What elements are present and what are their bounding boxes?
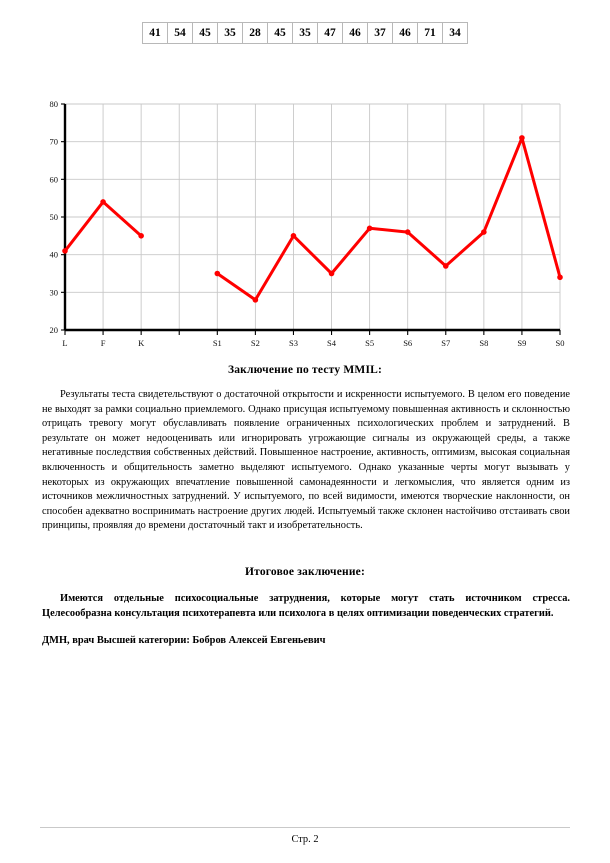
data-point-marker [100, 199, 106, 205]
x-axis-tick-label: S2 [250, 338, 260, 348]
conclusion-body [0, 358, 610, 646]
data-point-marker [329, 271, 335, 277]
scores-table-container [0, 0, 610, 44]
score-cell: 35 [218, 23, 243, 44]
y-axis-tick-label: 30 [49, 287, 58, 298]
x-axis-tick-label: S9 [517, 338, 527, 348]
score-cell: 34 [443, 23, 468, 44]
score-cell: 41 [143, 23, 168, 44]
table-row [143, 23, 468, 44]
x-axis-tick-label: F [100, 338, 106, 348]
mmil-conclusion-heading: Заключение по тесту MMIL: [227, 364, 383, 376]
score-cell: 35 [293, 23, 318, 44]
x-axis-tick-label: S6 [403, 338, 413, 348]
x-axis-tick-label: K [138, 338, 145, 348]
data-point-marker [481, 229, 487, 235]
y-axis-tick-label: 80 [49, 99, 58, 109]
data-point-marker [405, 229, 411, 235]
y-axis-tick-label: 50 [49, 212, 58, 222]
data-point-marker [367, 226, 373, 232]
data-point-marker [253, 297, 259, 303]
score-cell: 54 [168, 23, 193, 44]
score-cell: 46 [393, 23, 418, 44]
x-axis-tick-label: L [62, 338, 68, 348]
scores-table [142, 22, 468, 44]
x-axis-tick-label: S0 [555, 338, 565, 348]
score-cell: 45 [193, 23, 218, 44]
score-cell: 37 [368, 23, 393, 44]
score-cell: 45 [268, 23, 293, 44]
score-cell: 71 [418, 23, 443, 44]
x-axis-tick-label: S1 [212, 338, 222, 348]
x-axis-tick-label: S3 [288, 338, 298, 348]
final-conclusion-paragraph: Имеются отдельные психосоциальные затруднения, которые могут стать источником стресса. Целесообразна консультация психотерапевта или психолога в целях оптимизации поведенческих стратегий. [42, 592, 570, 619]
profile-chart [0, 88, 610, 350]
score-cell: 47 [318, 23, 343, 44]
score-cell: 46 [343, 23, 368, 44]
page-footer [0, 827, 610, 845]
data-point-marker [62, 248, 68, 254]
data-point-marker [519, 135, 525, 141]
doctor-signature: ДМН, врач Высшей категории: Бобров Алексей Евгеньевич [42, 635, 326, 647]
y-axis-tick-label: 20 [49, 325, 58, 335]
y-axis-tick-label: 40 [49, 249, 58, 260]
data-point-marker [215, 271, 221, 277]
x-axis-tick-label: S4 [327, 338, 337, 348]
final-conclusion-heading: Итоговое заключение: [244, 565, 366, 578]
page-number: Стр. 2 [291, 834, 319, 845]
data-point-marker [291, 233, 297, 239]
mmil-conclusion-paragraph: Результаты теста свидетельствуют о достаточной открытости и искренности испытуемого. В целом его поведение не выходят за рамки социально приемлемого. Однако присущая испытуемому повышенная активность и склонностью отрицать тревогу могут обуславливать появление ограниченных психологических проблем и затруднений. В результате он может недооценивать или игнорировать угрожающие сигналы из окружающей среды, а также негативные последствия собственных действий. Повышенное настроение, активность, оптимизм, высокая социальная включенность и общительность заметно выделяют испытуемого. Однако указанные черты могут вызывать у некоторых из окружающих впечатление повышенной самонадеянности и легкомыслия, что является одним из источников межличностных затруднений. У испытуемого, по всей видимости, имеются творческие наклонности, он способен адекватно воспринимать настроение других людей. Испытуемый также склонен настойчиво отстаивать свои принципы, проявляя до времени достаточный такт и изобретательность. [42, 389, 570, 532]
data-point-marker [443, 263, 449, 269]
y-axis-tick-label: 70 [49, 136, 58, 147]
x-axis-tick-label: S5 [365, 338, 375, 348]
x-axis-tick-label: S7 [441, 338, 451, 348]
data-point-marker [557, 274, 563, 280]
score-cell: 28 [243, 23, 268, 44]
data-point-marker [138, 233, 144, 239]
profile-chart-svg [0, 88, 610, 350]
x-axis-tick-label: S8 [479, 338, 489, 348]
y-axis-tick-label: 60 [49, 174, 58, 185]
